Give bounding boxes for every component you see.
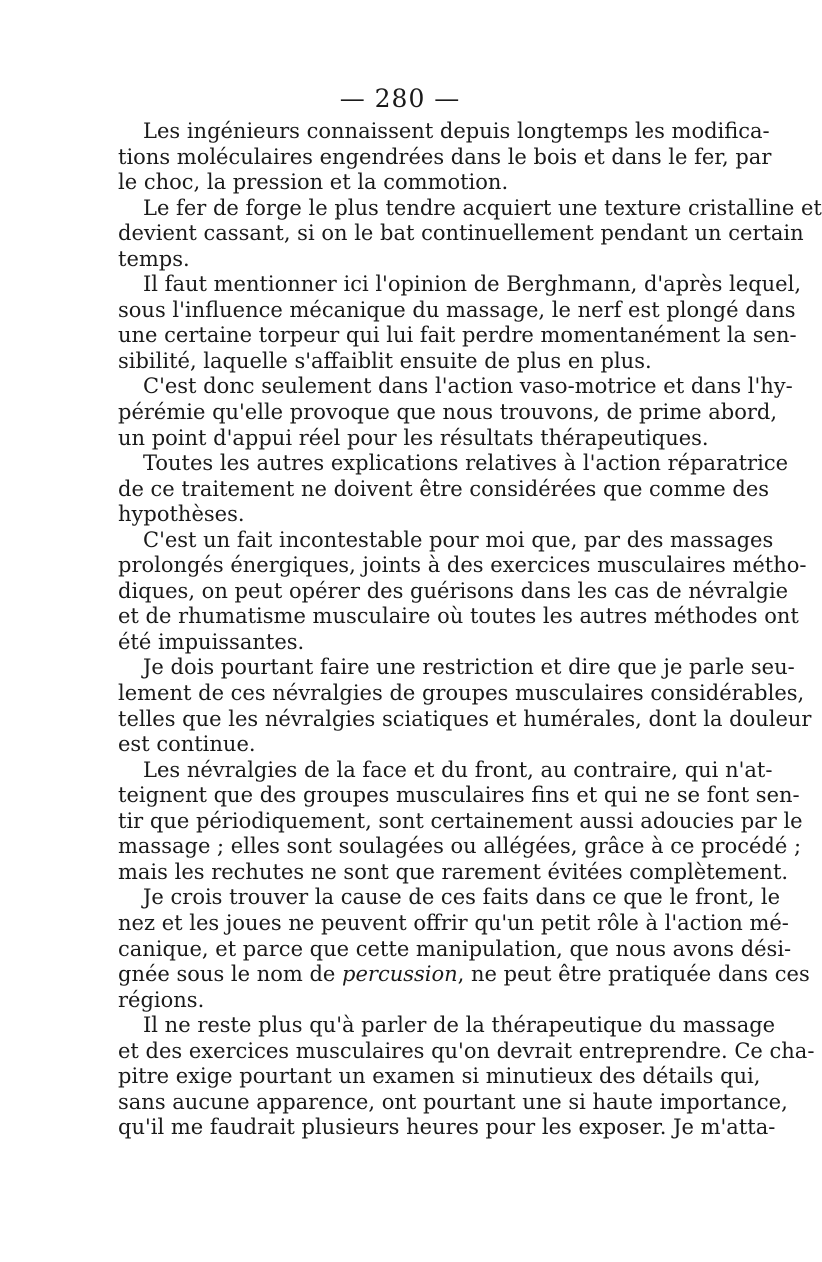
text-line: été impuissantes.: [118, 629, 305, 654]
text-line: Il faut mentionner ici l'opinion de Berghmann, d'après lequel,: [143, 272, 801, 297]
text-line: teignent que des groupes musculaires fins et qui ne se font sen-: [118, 783, 800, 808]
text-line: pitre exige pourtant un examen si minutieux des détails qui,: [118, 1064, 761, 1089]
text-line: Les névralgies de la face et du front, au contraire, qui n'at-: [143, 757, 773, 782]
text-line: nez et les joues ne peuvent offrir qu'un petit rôle à l'action mé-: [118, 910, 789, 935]
text-line: le choc, la pression et la commotion.: [118, 170, 509, 195]
text-line: pérémie qu'elle provoque que nous trouvons, de prime abord,: [118, 400, 778, 425]
text-line: est continue.: [118, 732, 256, 757]
text-line: Je crois trouver la cause de ces faits dans ce que le front, le: [143, 885, 781, 910]
text-line: sous l'influence mécanique du massage, le nerf est plongé dans: [118, 297, 796, 322]
text-line: telles que les névralgies sciatiques et humérales, dont la douleur: [118, 706, 812, 731]
text-line: un point d'appui réel pour les résultats thérapeutiques.: [118, 425, 709, 450]
text-line: canique, et parce que cette manipulation, que nous avons dési-: [118, 936, 792, 961]
text-line: prolongés énergiques, joints à des exercices musculaires métho-: [118, 553, 807, 578]
text-line: sans aucune apparence, ont pourtant une si haute importance,: [118, 1089, 788, 1114]
text-line: C'est un fait incontestable pour moi que, par des massages: [143, 527, 774, 552]
text-line: mais les rechutes ne sont que rarement évitées complètement.: [118, 859, 789, 884]
text-line: tir que périodiquement, sont certainement aussi adoucies par le: [118, 808, 803, 833]
text-line: diques, on peut opérer des guérisons dans les cas de névralgie: [118, 578, 789, 603]
italic-term: percussion: [342, 962, 458, 987]
text-line: et des exercices musculaires qu'on devrait entreprendre. Ce cha-: [118, 1038, 815, 1063]
text-line: C'est donc seulement dans l'action vaso-motrice et dans l'hy-: [143, 374, 793, 399]
text-line: temps.: [118, 246, 190, 271]
text-line: Le fer de forge le plus tendre acquiert une texture cristalline et: [143, 195, 822, 220]
text-line: de ce traitement ne doivent être considérées que comme des: [118, 476, 770, 501]
text-line: régions.: [118, 987, 205, 1012]
text-line: qu'il me faudrait plusieurs heures pour les exposer. Je m'atta-: [118, 1115, 776, 1140]
text-line: lement de ces névralgies de groupes musculaires considérables,: [118, 681, 805, 706]
text-segment: gnée sous le nom de: [118, 962, 343, 987]
text-line: hypothèses.: [118, 502, 245, 527]
text-line: une certaine torpeur qui lui fait perdre momentanément la sen-: [118, 323, 797, 348]
text-line: massage ; elles sont soulagées ou allégées, grâce à ce procédé ;: [118, 834, 802, 859]
text-line: tions moléculaires engendrées dans le bois et dans le fer, par: [118, 144, 772, 169]
page-number: — 280 —: [339, 84, 461, 113]
text-line: Toutes les autres explications relatives à l'action réparatrice: [143, 451, 789, 476]
text-line: devient cassant, si on le bat continuellement pendant un certain: [118, 221, 804, 246]
text-line: et de rhumatisme musculaire où toutes les autres méthodes ont: [118, 604, 799, 629]
text-line: Il ne reste plus qu'à parler de la thérapeutique du massage: [143, 1013, 776, 1038]
text-line: sibilité, laquelle s'affaiblit ensuite de plus en plus.: [118, 348, 652, 373]
text-line: [118, 962, 810, 988]
text-line: Les ingénieurs connaissent depuis longtemps les modifica-: [143, 119, 770, 143]
text-line: Je dois pourtant faire une restriction et dire que je parle seu-: [143, 655, 795, 680]
text-segment: , ne peut être pratiquée dans ces: [457, 962, 810, 987]
body-text: [118, 119, 822, 1141]
